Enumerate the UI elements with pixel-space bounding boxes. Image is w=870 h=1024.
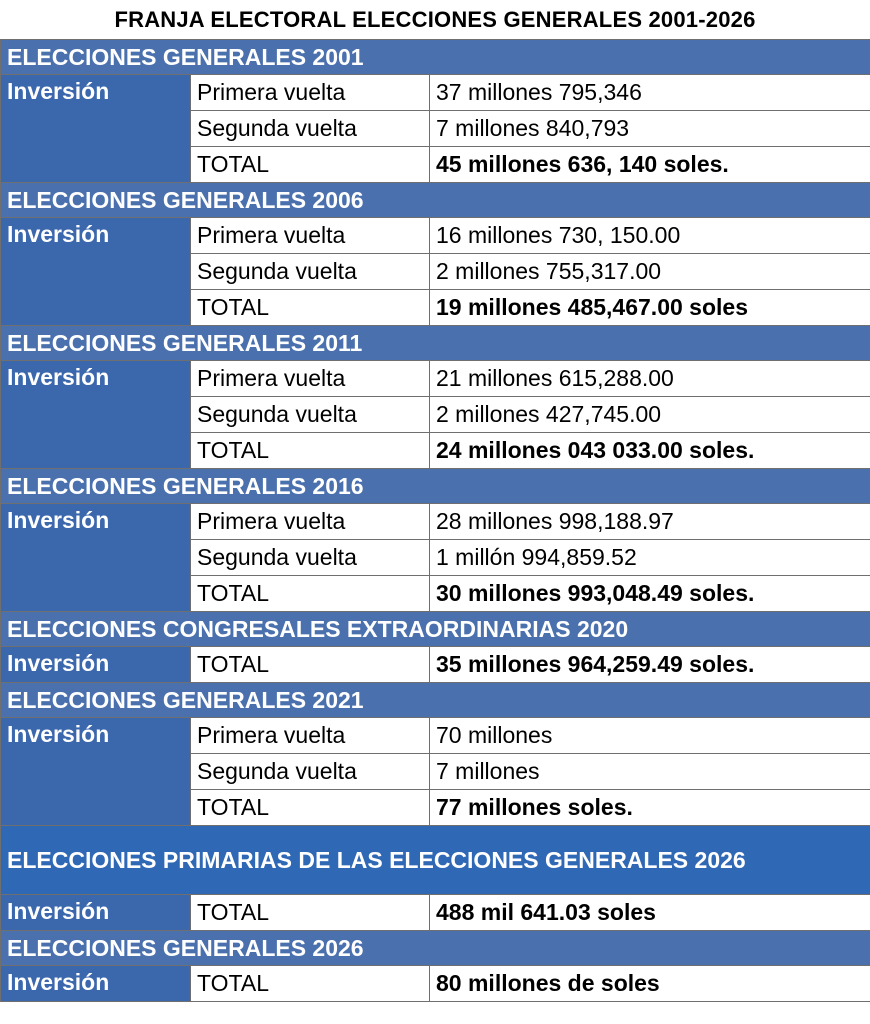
section-title: ELECCIONES GENERALES 2016 bbox=[1, 469, 870, 504]
section-header-primarias-2026 bbox=[1, 826, 870, 895]
row-value: 1 millón 994,859.52 bbox=[430, 540, 870, 576]
section-header-2011 bbox=[1, 326, 870, 361]
row-value: 21 millones 615,288.00 bbox=[430, 361, 870, 397]
inversion-label: Inversión bbox=[1, 647, 191, 683]
total-label: TOTAL bbox=[191, 895, 430, 931]
total-value: 30 millones 993,048.49 soles. bbox=[430, 576, 870, 612]
inversion-label: Inversión bbox=[1, 895, 191, 931]
electoral-table bbox=[0, 39, 870, 1002]
page-title: FRANJA ELECTORAL ELECCIONES GENERALES 2001-2026 bbox=[114, 7, 756, 32]
section-header-2006 bbox=[1, 183, 870, 218]
row-label: Segunda vuelta bbox=[191, 754, 430, 790]
table-row bbox=[1, 218, 870, 254]
total-label: TOTAL bbox=[191, 147, 430, 183]
table-row bbox=[1, 718, 870, 754]
row-label: Segunda vuelta bbox=[191, 540, 430, 576]
table-row bbox=[1, 647, 870, 683]
section-header-2016 bbox=[1, 469, 870, 504]
row-value: 7 millones 840,793 bbox=[430, 111, 870, 147]
section-header-2021 bbox=[1, 683, 870, 718]
section-title: ELECCIONES GENERALES 2026 bbox=[1, 931, 870, 966]
total-label: TOTAL bbox=[191, 966, 430, 1002]
row-label: Primera vuelta bbox=[191, 718, 430, 754]
section-title: ELECCIONES CONGRESALES EXTRAORDINARIAS 2020 bbox=[1, 612, 870, 647]
row-value: 2 millones 427,745.00 bbox=[430, 397, 870, 433]
inversion-label: Inversión bbox=[1, 718, 191, 826]
total-label: TOTAL bbox=[191, 576, 430, 612]
total-label: TOTAL bbox=[191, 433, 430, 469]
row-label: Segunda vuelta bbox=[191, 397, 430, 433]
row-value: 37 millones 795,346 bbox=[430, 75, 870, 111]
total-value: 80 millones de soles bbox=[430, 966, 870, 1002]
section-header-2020 bbox=[1, 612, 870, 647]
total-value: 488 mil 641.03 soles bbox=[430, 895, 870, 931]
total-label: TOTAL bbox=[191, 647, 430, 683]
row-label: Primera vuelta bbox=[191, 361, 430, 397]
row-value: 28 millones 998,188.97 bbox=[430, 504, 870, 540]
row-label: Primera vuelta bbox=[191, 218, 430, 254]
total-value: 35 millones 964,259.49 soles. bbox=[430, 647, 870, 683]
row-label: Primera vuelta bbox=[191, 75, 430, 111]
total-label: TOTAL bbox=[191, 790, 430, 826]
total-value: 45 millones 636, 140 soles. bbox=[430, 147, 870, 183]
table-row bbox=[1, 75, 870, 111]
row-value: 2 millones 755,317.00 bbox=[430, 254, 870, 290]
total-value: 77 millones soles. bbox=[430, 790, 870, 826]
section-header-2026 bbox=[1, 931, 870, 966]
row-label: Segunda vuelta bbox=[191, 254, 430, 290]
table-row bbox=[1, 361, 870, 397]
section-title: ELECCIONES PRIMARIAS DE LAS ELECCIONES GENERALES 2026 bbox=[1, 826, 870, 895]
row-value: 7 millones bbox=[430, 754, 870, 790]
section-title: ELECCIONES GENERALES 2021 bbox=[1, 683, 870, 718]
section-title: ELECCIONES GENERALES 2001 bbox=[1, 40, 870, 75]
total-value: 19 millones 485,467.00 soles bbox=[430, 290, 870, 326]
section-header-2001 bbox=[1, 40, 870, 75]
row-label: Primera vuelta bbox=[191, 504, 430, 540]
inversion-label: Inversión bbox=[1, 361, 191, 469]
row-label: Segunda vuelta bbox=[191, 111, 430, 147]
table-row bbox=[1, 504, 870, 540]
total-value: 24 millones 043 033.00 soles. bbox=[430, 433, 870, 469]
row-value: 70 millones bbox=[430, 718, 870, 754]
inversion-label: Inversión bbox=[1, 504, 191, 612]
inversion-label: Inversión bbox=[1, 75, 191, 183]
inversion-label: Inversión bbox=[1, 966, 191, 1002]
table-row bbox=[1, 895, 870, 931]
section-title: ELECCIONES GENERALES 2011 bbox=[1, 326, 870, 361]
section-title: ELECCIONES GENERALES 2006 bbox=[1, 183, 870, 218]
table-row bbox=[1, 966, 870, 1002]
row-value: 16 millones 730, 150.00 bbox=[430, 218, 870, 254]
total-label: TOTAL bbox=[191, 290, 430, 326]
inversion-label: Inversión bbox=[1, 218, 191, 326]
